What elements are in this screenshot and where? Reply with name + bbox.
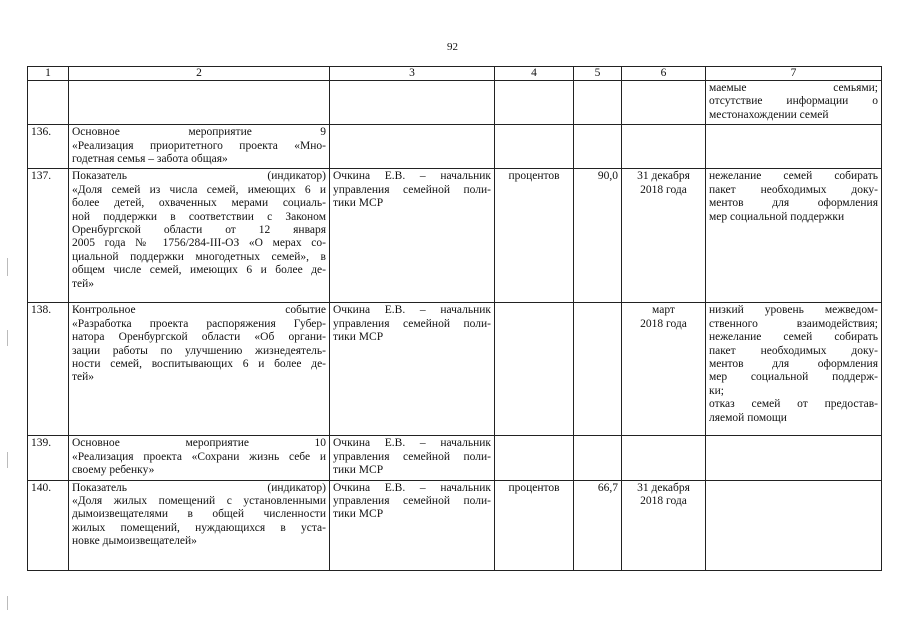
justified-line: пакет необходимых доку- bbox=[709, 183, 878, 196]
unit-cell bbox=[495, 303, 574, 436]
justified-line: Основное мероприятие 10 bbox=[72, 437, 326, 450]
justified-line: Оренбургской области от 12 января bbox=[72, 224, 326, 237]
column-header: 6 bbox=[622, 67, 706, 81]
justified-line: Основное мероприятие 9 bbox=[72, 126, 326, 139]
justified-line: мер социальной поддерж- bbox=[709, 371, 878, 384]
risks-cell bbox=[706, 480, 882, 570]
justified-line: ляемой помощи bbox=[709, 411, 787, 424]
justified-line: Показатель (индикатор) bbox=[72, 481, 326, 494]
scan-edge-mark bbox=[7, 330, 8, 346]
justified-line: Очкина Е.В. – начальник bbox=[333, 304, 491, 317]
justified-line: зации работы по улучшению жизнедеятель- bbox=[72, 344, 326, 357]
value-cell bbox=[574, 125, 622, 169]
responsible-cell bbox=[330, 81, 495, 125]
justified-line: ментов для оформления bbox=[709, 358, 878, 371]
justified-line: «Разработка проекта распоряжения Губер- bbox=[72, 317, 326, 330]
justified-line: циальной поддержки многодетных семей», в bbox=[72, 250, 326, 263]
text-line: 2018 года bbox=[640, 317, 687, 330]
scan-edge-mark bbox=[7, 258, 8, 276]
table-row bbox=[28, 125, 882, 169]
justified-line: тики МСР bbox=[333, 464, 384, 477]
responsible-cell bbox=[330, 169, 495, 303]
justified-line: Очкина Е.В. – начальник bbox=[333, 170, 491, 183]
responsible-cell bbox=[330, 303, 495, 436]
justified-line: мер социальной поддержки bbox=[709, 210, 845, 223]
justified-line: «Реализация проекта «Сохрани жизнь себе и bbox=[72, 450, 326, 463]
unit-cell: процентов bbox=[495, 480, 574, 570]
date-cell bbox=[622, 81, 706, 125]
justified-line: Очкина Е.В. – начальник bbox=[333, 437, 491, 450]
justified-line: общем числе семей, имеющих 6 и более де- bbox=[72, 264, 326, 277]
justified-line: нежелание семей собирать bbox=[709, 331, 878, 344]
table-row bbox=[28, 303, 882, 436]
scan-edge-mark bbox=[7, 452, 8, 468]
justified-line: тики МСР bbox=[333, 197, 384, 210]
justified-line: годетная семья – забота общая» bbox=[72, 153, 228, 166]
row-number-cell: 137. bbox=[28, 169, 69, 303]
plan-table bbox=[27, 66, 882, 571]
justified-line: управления семейной поли- bbox=[333, 183, 491, 196]
risk-line: местонахождении семей bbox=[709, 108, 829, 121]
justified-line: пакет необходимых доку- bbox=[709, 344, 878, 357]
table-row bbox=[28, 436, 882, 480]
justified-line: тей» bbox=[72, 371, 95, 384]
justified-line: ки; bbox=[709, 384, 724, 397]
justified-line: низкий уровень межведом- bbox=[709, 304, 878, 317]
justified-line: Очкина Е.В. – начальник bbox=[333, 481, 491, 494]
unit-cell bbox=[495, 436, 574, 480]
row-number-cell: 140. bbox=[28, 480, 69, 570]
date-cell bbox=[622, 480, 706, 570]
risks-cell bbox=[706, 125, 882, 169]
justified-line: 2005 года № 1756/284-III-ОЗ «О мерах со- bbox=[72, 237, 326, 250]
justified-line: дымоизвещателями в общей численности bbox=[72, 508, 326, 521]
justified-line: новке дымоизвещателей» bbox=[72, 535, 197, 548]
justified-line: ной поддержки в соответствии с Законом bbox=[72, 210, 326, 223]
scan-edge-mark bbox=[7, 596, 8, 610]
value-cell bbox=[574, 436, 622, 480]
text-line: 2018 года bbox=[640, 183, 687, 196]
text-line: 31 декабря bbox=[637, 170, 690, 183]
justified-line: тики МСР bbox=[333, 508, 384, 521]
page-number: 92 bbox=[447, 41, 458, 53]
column-header: 2 bbox=[69, 67, 330, 81]
justified-line: своему ребенку» bbox=[72, 464, 155, 477]
column-header: 4 bbox=[495, 67, 574, 81]
risks-cell bbox=[706, 436, 882, 480]
justified-line: отказ семей от предостав- bbox=[709, 398, 878, 411]
justified-line: натора Оренбургской области «Об органи- bbox=[72, 331, 326, 344]
justified-line: «Доля жилых помещений с установленными bbox=[72, 495, 326, 508]
description-cell bbox=[69, 81, 330, 125]
row-number-cell: 139. bbox=[28, 436, 69, 480]
description-cell bbox=[69, 480, 330, 570]
column-header: 1 bbox=[28, 67, 69, 81]
justified-line: ственного взаимодействия; bbox=[709, 317, 878, 330]
column-header: 7 bbox=[706, 67, 882, 81]
continuation-row bbox=[28, 81, 882, 125]
risks-cell bbox=[706, 169, 882, 303]
responsible-cell bbox=[330, 125, 495, 169]
text-line: март bbox=[652, 304, 675, 317]
column-header: 3 bbox=[330, 67, 495, 81]
justified-line: «Доля семей из числа семей, имеющих 6 и bbox=[72, 183, 326, 196]
value-cell: 90,0 bbox=[574, 169, 622, 303]
table-row bbox=[28, 169, 882, 303]
description-cell bbox=[69, 169, 330, 303]
row-number-cell: 138. bbox=[28, 303, 69, 436]
justified-line: управления семейной поли- bbox=[333, 495, 491, 508]
justified-line: тики МСР bbox=[333, 331, 384, 344]
risk-line: маемые семьями; bbox=[709, 82, 878, 94]
unit-cell bbox=[495, 81, 574, 125]
justified-line: более детей, охваченных мерами социаль- bbox=[72, 197, 326, 210]
row-number-cell bbox=[28, 81, 69, 125]
description-cell bbox=[69, 303, 330, 436]
unit-cell bbox=[495, 125, 574, 169]
justified-line: ментов для оформления bbox=[709, 197, 878, 210]
risks-cell bbox=[706, 81, 882, 125]
value-cell bbox=[574, 303, 622, 436]
text-line: 2018 года bbox=[640, 495, 687, 508]
justified-line: «Реализация приоритетного проекта «Мно- bbox=[72, 139, 326, 152]
description-cell bbox=[69, 125, 330, 169]
value-cell: 66,7 bbox=[574, 480, 622, 570]
header-row bbox=[28, 67, 882, 81]
responsible-cell bbox=[330, 436, 495, 480]
column-header: 5 bbox=[574, 67, 622, 81]
row-number-cell: 136. bbox=[28, 125, 69, 169]
table-row bbox=[28, 480, 882, 570]
justified-line: Показатель (индикатор) bbox=[72, 170, 326, 183]
justified-line: ности семей, воспитывающих 6 и более де- bbox=[72, 358, 326, 371]
justified-line: нежелание семей собирать bbox=[709, 170, 878, 183]
risk-line: отсутствие информации о bbox=[709, 95, 878, 108]
justified-line: тей» bbox=[72, 277, 95, 290]
justified-line: управления семейной поли- bbox=[333, 317, 491, 330]
value-cell bbox=[574, 81, 622, 125]
text-line: 31 декабря bbox=[637, 481, 690, 494]
unit-cell: процентов bbox=[495, 169, 574, 303]
responsible-cell bbox=[330, 480, 495, 570]
date-cell bbox=[622, 303, 706, 436]
justified-line: Контрольное событие bbox=[72, 304, 326, 317]
date-cell bbox=[622, 169, 706, 303]
date-cell bbox=[622, 125, 706, 169]
description-cell bbox=[69, 436, 330, 480]
justified-line: жилых помещений, нуждающихся в уста- bbox=[72, 521, 326, 534]
date-cell bbox=[622, 436, 706, 480]
justified-line: управления семейной поли- bbox=[333, 450, 491, 463]
risks-cell bbox=[706, 303, 882, 436]
